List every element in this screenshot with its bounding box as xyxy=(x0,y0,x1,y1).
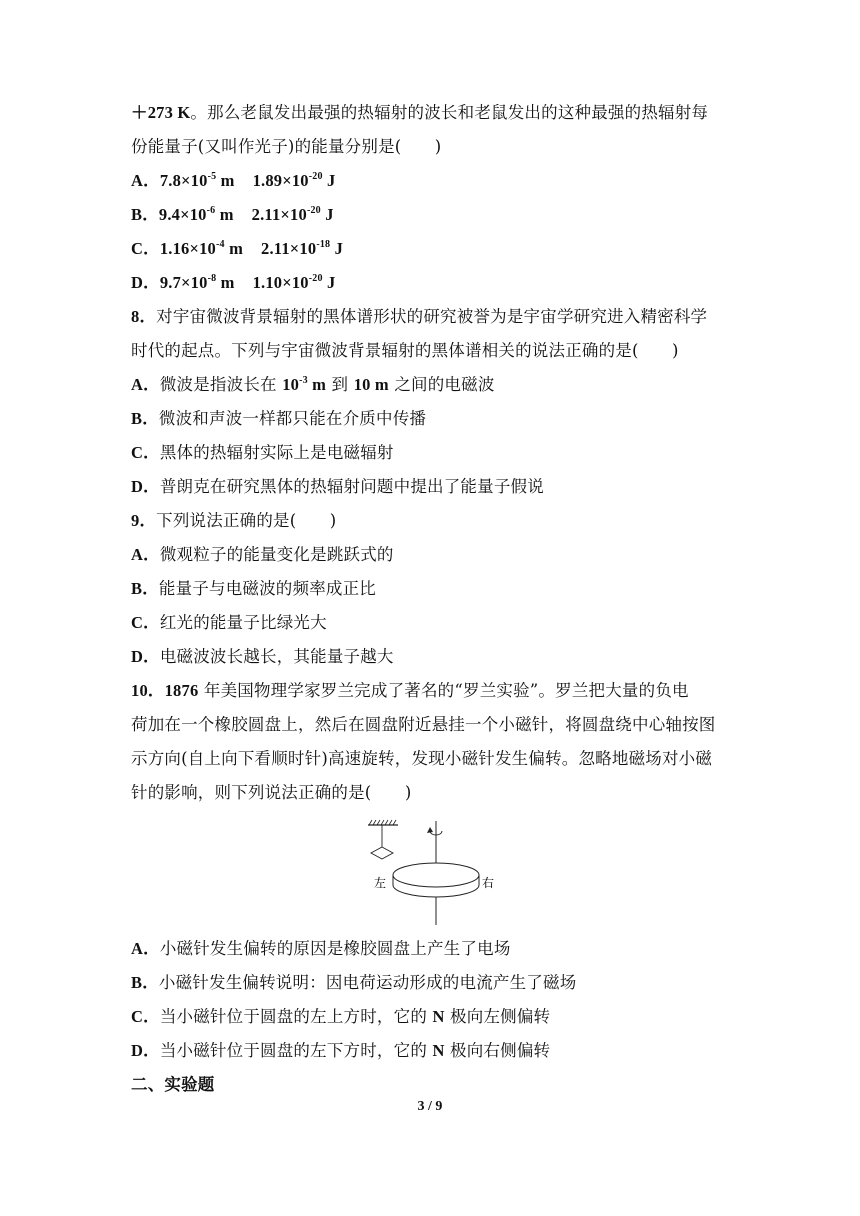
q9-stem: 9．下列说法正确的是( ) xyxy=(131,511,337,530)
q7-option-b: B．$9.4\times 10^{-6}$ m $2.11\times 10^{-20}$ J xyxy=(131,205,334,224)
q7-stem-line2: 份能量子(又叫作光子)的能量分别是( ) xyxy=(131,137,442,156)
q9-option-d: D．电磁波波长越长，其能量子越大 xyxy=(131,647,394,666)
q9-option-c: C．红光的能量子比绿光大 xyxy=(131,613,327,632)
q8-option-d: D．普朗克在研究黑体的热辐射问题中提出了能量子假说 xyxy=(131,477,544,496)
q10-option-b: B．小磁针发生偏转说明：因电荷运动形成的电流产生了磁场 xyxy=(131,973,577,992)
q10-stem-line2: 荷加在一个橡胶圆盘上，然后在圆盘附近悬挂一个小磁针，将圆盘绕中心轴按图 xyxy=(131,715,716,734)
q7-option-d: D．$9.7\times 10^{-8}$ m $1.10\times 10^{-20}$ J xyxy=(131,273,336,292)
q9-option-a: A．微观粒子的能量变化是跳跃式的 xyxy=(131,545,394,564)
figure-left-label: 左 xyxy=(374,876,387,890)
q8-stem-line2: 时代的起点。下列与宇宙微波背景辐射的黑体谱相关的说法正确的是( ) xyxy=(131,341,679,360)
q8-stem-line1: 8．对宇宙微波背景辐射的黑体谱形状的研究被誉为是宇宙学研究进入精密科学 xyxy=(131,307,708,326)
q9-option-b: B．能量子与电磁波的频率成正比 xyxy=(131,579,377,598)
q8-option-c: C．黑体的热辐射实际上是电磁辐射 xyxy=(131,443,394,462)
q7-stem-line1: ＋273 K。那么老鼠发出最强的热辐射的波长和老鼠发出的这种最强的热辐射每 xyxy=(131,103,709,122)
figure-right-label: 右 xyxy=(482,876,495,890)
section-heading-experiment: 二、实验题 xyxy=(131,1075,215,1094)
q10-stem-line1: 10．1876 年美国物理学家罗兰完成了著名的“罗兰实验”。罗兰把大量的负电 xyxy=(131,681,689,700)
q7-option-a: A．$7.8\times 10^{-5}$ m $1.89\times 10^{-20}$ J xyxy=(131,171,336,190)
rowland-experiment-diagram xyxy=(360,815,500,930)
page-number: 3 / 9 xyxy=(417,1099,443,1114)
q8-option-b: B．微波和声波一样都只能在介质中传播 xyxy=(131,409,427,428)
rowland-experiment-figure xyxy=(360,815,500,930)
q10-option-c: C．当小磁针位于圆盘的左上方时，它的 N 极向左侧偏转 xyxy=(131,1007,551,1026)
q10-stem-line3: 示方向(自上向下看顺时针)高速旋转，发现小磁针发生偏转。忽略地磁场对小磁 xyxy=(131,749,713,768)
q7-option-c: C．$1.16\times 10^{-4}$ m $2.11\times 10^{-18}$ J xyxy=(131,239,344,258)
q10-option-a: A．小磁针发生偏转的原因是橡胶圆盘上产生了电场 xyxy=(131,939,511,958)
q10-option-d: D．当小磁针位于圆盘的左下方时，它的 N 极向右侧偏转 xyxy=(131,1041,551,1060)
q8-option-a: A．微波是指波长在 $10^{-3}$ m 到 10 m 之间的电磁波 xyxy=(131,375,495,394)
q10-stem-line4: 针的影响，则下列说法正确的是( ) xyxy=(131,783,412,802)
